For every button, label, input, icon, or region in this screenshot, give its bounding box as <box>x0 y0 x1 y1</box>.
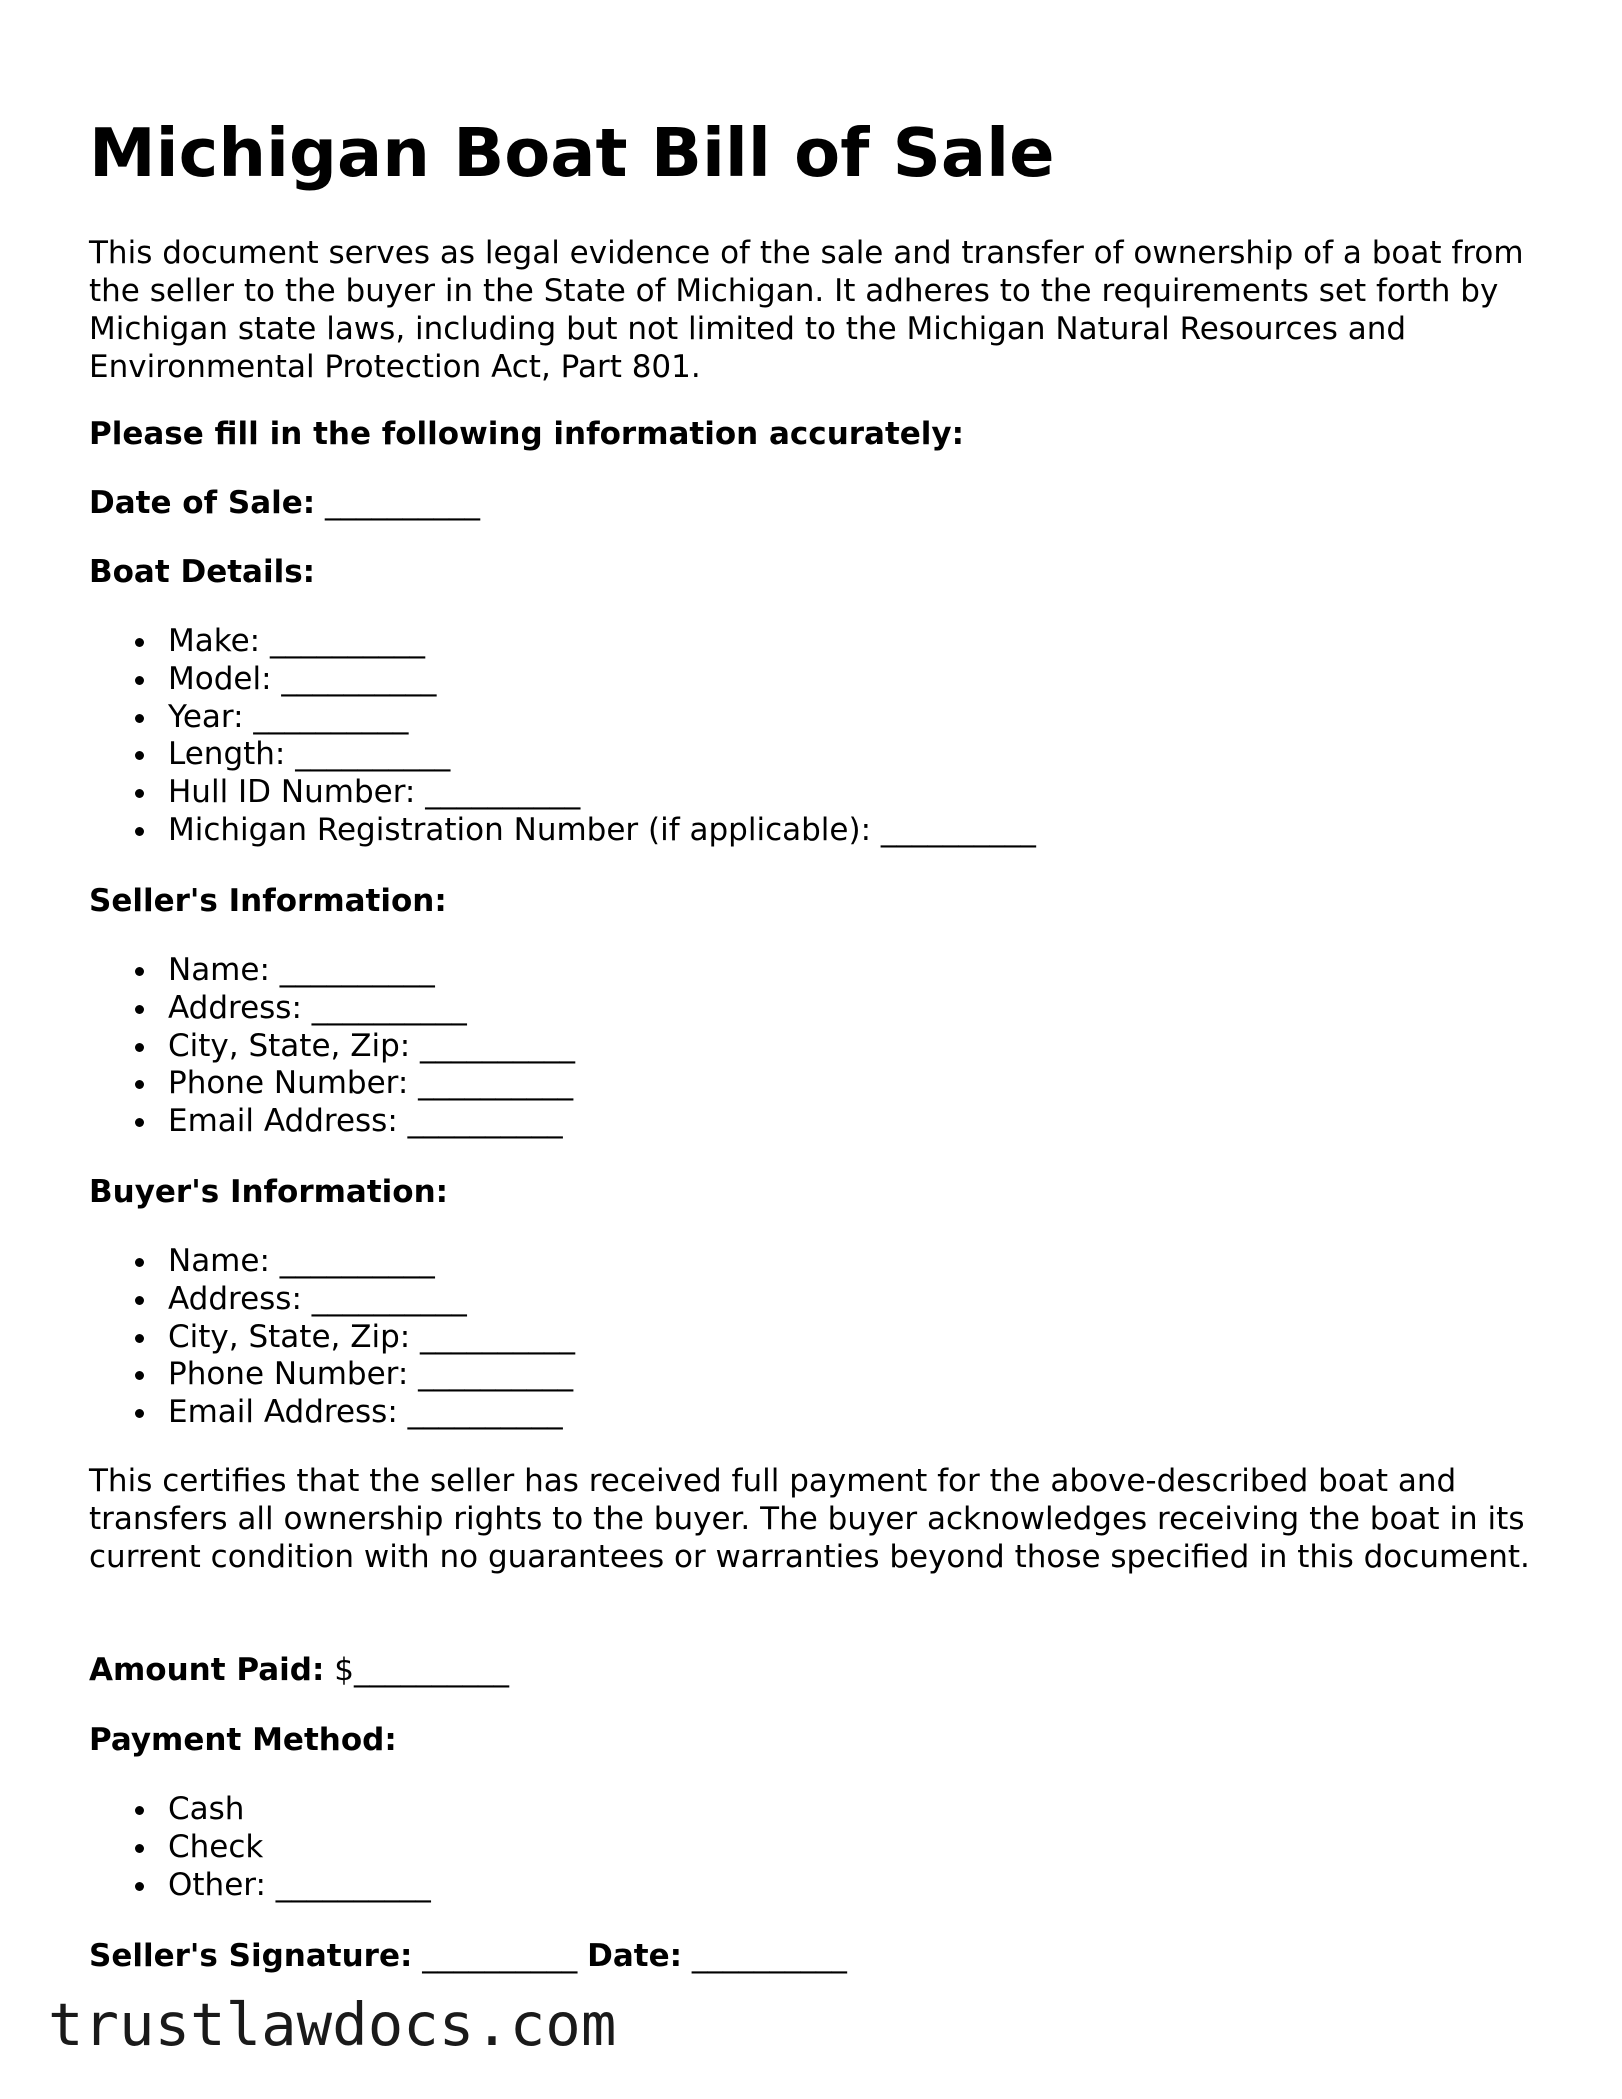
buyer-info-heading: Buyer's Information: <box>89 1174 449 1210</box>
list-item: Make: __________ <box>89 623 1036 661</box>
list-item: Year: __________ <box>89 699 1036 737</box>
date-of-sale-blank: __________ <box>325 485 481 521</box>
list-item: Cash <box>89 1791 431 1829</box>
list-item: Phone Number: __________ <box>89 1356 575 1394</box>
list-item: Length: __________ <box>89 736 1036 774</box>
list-item: Phone Number: __________ <box>89 1065 575 1103</box>
instruction-text: Please fill in the following information accurately: <box>89 416 965 452</box>
amount-paid-label: Amount Paid: <box>89 1652 325 1688</box>
intro-paragraph: This document serves as legal evidence of the sale and transfer of ownership of a boat from the seller to the buyer in the State of Michigan. It adheres to the requirements set forth by Michigan state laws, including but not limited to the Michigan Natural Resources and Environmental Protection Act, Part 801. <box>89 235 1524 385</box>
seller-signature-label: Seller's Signature: <box>89 1938 413 1974</box>
seller-info-heading: Seller's Information: <box>89 883 447 919</box>
date-of-sale-field <box>89 484 480 522</box>
list-item: Email Address: __________ <box>89 1103 575 1141</box>
boat-details-list <box>89 623 1036 850</box>
list-item: Model: __________ <box>89 661 1036 699</box>
signature-date-blank: __________ <box>691 1938 847 1974</box>
certification-paragraph: This certifies that the seller has received full payment for the above-described boat and transfers all ownership rights to the buyer. The buyer acknowledges receiving the boat in its current condition with no guarantees or warranties beyond those specified in this document. <box>89 1463 1530 1575</box>
list-item: Check <box>89 1829 431 1867</box>
seller-signature-field <box>89 1937 847 1975</box>
amount-paid-field <box>89 1651 509 1689</box>
signature-date-label: Date: <box>587 1938 683 1974</box>
list-item: Address: __________ <box>89 990 575 1028</box>
list-item: City, State, Zip: __________ <box>89 1319 575 1357</box>
buyer-info-list <box>89 1243 575 1432</box>
list-item: Name: __________ <box>89 1243 575 1281</box>
date-of-sale-label: Date of Sale: <box>89 485 316 521</box>
list-item: Email Address: __________ <box>89 1394 575 1432</box>
amount-paid-blank: $__________ <box>334 1652 509 1688</box>
payment-method-heading: Payment Method: <box>89 1722 397 1758</box>
list-item: Address: __________ <box>89 1281 575 1319</box>
payment-method-list <box>89 1791 431 1904</box>
seller-info-list <box>89 952 575 1141</box>
list-item: Other: __________ <box>89 1867 431 1905</box>
watermark-text: trustlawdocs.com <box>48 1990 617 2059</box>
list-item: Michigan Registration Number (if applicable): __________ <box>89 812 1036 850</box>
boat-details-heading: Boat Details: <box>89 554 316 590</box>
document-title: Michigan Boat Bill of Sale <box>89 114 1055 192</box>
list-item: Name: __________ <box>89 952 575 990</box>
list-item: City, State, Zip: __________ <box>89 1028 575 1066</box>
seller-signature-blank: __________ <box>422 1938 578 1974</box>
list-item: Hull ID Number: __________ <box>89 774 1036 812</box>
